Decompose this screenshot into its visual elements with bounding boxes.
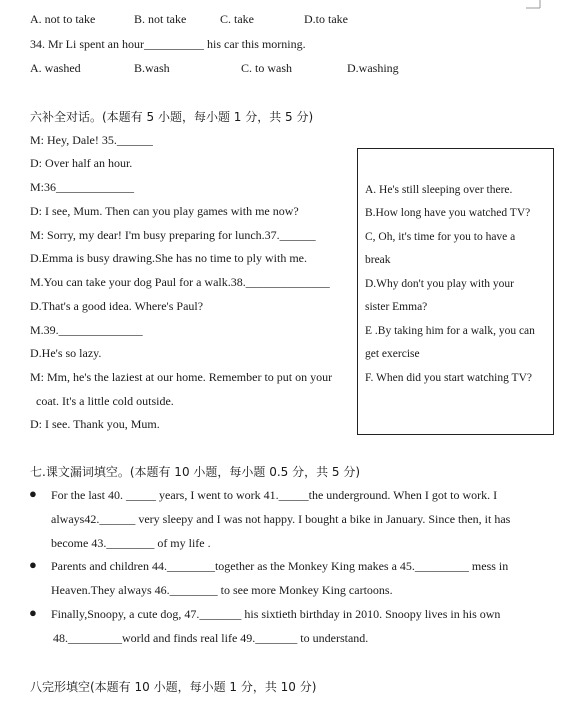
passage-line: For the last 40. _____ years, I went to work 41._____the underground. When I got to work. I <box>51 488 498 502</box>
q34-option-a: A. washed <box>30 61 81 75</box>
option-a: A. He's still sleeping over there. <box>365 184 513 196</box>
option-d-line1: D.Why don't you play with your <box>365 278 515 290</box>
dialogue-line: coat. It's a little cold outside. <box>36 394 174 408</box>
q34-stem: 34. Mr Li spent an hour__________ his car this morning. <box>30 37 306 51</box>
dialogue-line: D: I see, Mum. Then can you play games with me now? <box>30 204 299 218</box>
q33-option-d: D.to take <box>304 12 348 26</box>
section7-title: 七.课文漏词填空。(本题有 10 小题，每小题 0.5 分，共 5 分) <box>30 465 361 479</box>
dialogue-options-box <box>357 148 554 435</box>
passage-line: always42.______ very sleepy and I was not happy. I bought a bike in January. Since then, it has <box>51 512 511 526</box>
dialogue-line: M: Mm, he's the laziest at our home. Remember to put on your <box>30 370 333 384</box>
dialogue-line: M: Hey, Dale! 35.______ <box>30 133 153 147</box>
option-b: B.How long have you watched TV? <box>365 207 531 219</box>
dialogue-line: D.That's a good idea. Where's Paul? <box>30 299 204 313</box>
passage-line: Heaven.They always 46.________ to see more Monkey King cartoons. <box>51 583 393 597</box>
q34-option-d: D.washing <box>347 61 399 75</box>
dialogue-line: M.You can take your dog Paul for a walk.38.______________ <box>30 275 330 289</box>
dialogue-line: M: Sorry, my dear! I'm busy preparing for lunch.37.______ <box>30 228 316 242</box>
q34-option-b: B.wash <box>134 61 170 75</box>
dialogue-line: M:36_____________ <box>30 180 135 194</box>
q33-option-c: C. take <box>220 12 254 26</box>
option-f: F. When did you start watching TV? <box>365 372 532 384</box>
top-right-corner-mark <box>526 0 546 12</box>
q34-option-c: C. to wash <box>241 61 292 75</box>
bullet-icon: ● <box>29 486 37 501</box>
option-e-line1: E .By taking him for a walk, you can <box>365 325 535 337</box>
option-e-line2: get exercise <box>365 348 420 360</box>
q33-option-b: B. not take <box>134 12 187 26</box>
dialogue-line: D: I see. Thank you, Mum. <box>30 417 160 431</box>
option-d-line2: sister Emma? <box>365 301 428 313</box>
passage-line: Finally,Snoopy, a cute dog, 47._______ his sixtieth birthday in 2010. Snoopy lives in his own <box>51 607 501 621</box>
q33-option-a: A. not to take <box>30 12 96 26</box>
dialogue-line: D.Emma is busy drawing.She has no time to ply with me. <box>30 251 307 265</box>
passage-line: become 43.________ of my life . <box>51 536 211 550</box>
passage-line: 48._________world and finds real life 49._______ to understand. <box>53 631 369 645</box>
passage-line: Parents and children 44.________together as the Monkey King makes a 45._________ mess in <box>51 559 509 573</box>
option-c-line2: break <box>365 254 391 266</box>
option-c-line1: C, Oh, it's time for you to have a <box>365 231 516 243</box>
dialogue-line: D.He's so lazy. <box>30 346 102 360</box>
section6-title: 六补全对话。(本题有 5 小题，每小题 1 分，共 5 分) <box>30 110 314 124</box>
bullet-icon: ● <box>29 605 37 620</box>
dialogue-line: D: Over half an hour. <box>30 156 133 170</box>
section8-title: 八完形填空(本题有 10 小题，每小题 1 分，共 10 分) <box>30 680 317 694</box>
bullet-icon: ● <box>29 557 37 572</box>
dialogue-line: M.39.______________ <box>30 323 143 337</box>
